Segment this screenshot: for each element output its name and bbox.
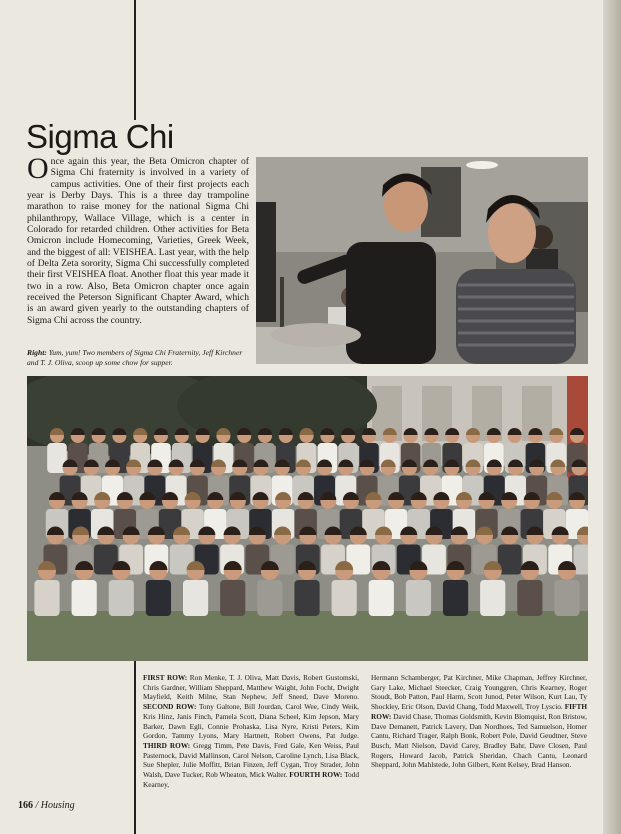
group-member-body xyxy=(406,580,431,616)
roster-heading: SECOND ROW: xyxy=(143,702,197,712)
group-photo xyxy=(27,376,588,661)
page-title: Sigma Chi xyxy=(26,118,174,155)
group-member-body xyxy=(294,580,319,616)
roster-heading: THIRD ROW: xyxy=(143,740,191,750)
caption-text: Yum, yum! Two members of Sigma Chi Fraternity, Jeff Kirchner and T. J. Oliva, scoop up some chow for supper. xyxy=(27,348,243,367)
group-member-body xyxy=(480,580,505,616)
group-member-body xyxy=(109,580,134,616)
roster-heading: FIRST ROW: xyxy=(143,673,188,682)
roster-column-1 xyxy=(143,673,359,789)
group-member-body xyxy=(72,580,97,616)
photo-caption xyxy=(27,348,249,367)
story-text: nce again this year, the Beta Omicron chapter of Sigma Chi fraternity is involved in a variety of campus activities. One of their first projects each year is Derby Days. This is a three day trampoline marathon to raise money for the national Sigma Chi philanthropy, Wallace Village, which is a center in Colorado for retarded children. Other activities for Beta Omicron include Homecoming, Varieties, Greek Week, and the biggest of all: VEISHEA. Last year, with the help of Delta Zeta sorority, Sigma Chi successfully completed their first VEISHEA float. Another float this year made it two in a row. Also, Beta Omicron chapter once again received the Peterson Significant Chapter Award, which is an award given yearly to the outstanding chapters of Sigma Chi across the country. xyxy=(27,156,249,326)
top-rule xyxy=(134,0,136,120)
drop-cap: O xyxy=(27,152,49,185)
group-member-body xyxy=(257,580,282,616)
roster-names: Todd Kearney, xyxy=(143,770,359,789)
group-member-body xyxy=(220,580,245,616)
story-paragraph xyxy=(27,152,249,326)
roster-names: Ron Menke, T. J. Oliva, Matt Davis, Robert Gustomski, Chris Gardner, William Sheppard, Matthew Waight, John Focht, Dwight Mayfield, Keith Milne, Stan Nephew, Jeff Sneed, Dave Moreno. xyxy=(143,673,359,702)
roster-column-2 xyxy=(371,673,587,770)
roster-names: David Chase, Thomas Goldsmith, Kevin Blomquist, Ron Bristow, Dave Demanett, Patrick Lavery, Dan Nordhoes, Ted Samuelson, Homer Cantu, Richard Trager, Ralph Bonk, Robert Pole, David Geudtner, Steve Busch, Matt Nielson, David Carey, Bradley Bahr, Dave Closen, Paul Rogers, Howard Jacob, Patrick Sheridan, Chach Cantu, Leonard Sheppard, John Mahlstede, John Gilbert, Kent Kelsey, Brad Hanson. xyxy=(371,711,587,770)
bottom-rule xyxy=(134,660,136,834)
group-member-body xyxy=(369,580,394,616)
group-member-body xyxy=(443,580,468,616)
roster-heading: FIFTH ROW: xyxy=(371,702,587,721)
page-folio xyxy=(18,800,75,811)
page-number: 166 xyxy=(18,800,33,811)
group-member-body xyxy=(34,580,59,616)
group-member-body xyxy=(517,580,542,616)
dinner-photo xyxy=(256,157,588,364)
roster-names: Gregg Timm, Pete Davis, Fred Gale, Ken Weiss, Paul Pasternock, David Mallinson, Carol Nelson, Caroline Lynch, Lisa Black, Sue Shepler, Julie Moffitt, Brian Finzen, Jeff Cygan, Troy Strader, John Walsh, Dave Tucker, Rob Wheaton, Mick Walter. xyxy=(143,740,360,780)
group-member-body xyxy=(332,580,357,616)
group-member-body xyxy=(146,580,171,616)
roster-heading: FOURTH ROW: xyxy=(289,770,343,780)
roster-names: Tony Galtone, Bill Jourdan, Carol Wee, Cindy Weik, Kris Hinz, Janis Finch, Pamela Scott, Diana Scheel, Kim Jepson, Mary Barker, Dawn Egli, Connie Prohaska, Lisa Nyre, Kristi Peters, Kim Gordon, Tammy Lyons, Mary Hartnett, Robert Owens, Pat Judge. xyxy=(143,702,359,741)
group-member-body xyxy=(554,580,579,616)
page-binding-edge xyxy=(603,0,621,834)
caption-lead: Right: xyxy=(27,348,47,357)
roster-names: Hermann Schamberger, Pat Kirchner, Mike Chapman, Jeffrey Kirchner, Gary Lake, Michael Steecker, Craig Younggren, Chris Kearney, Roger Stoudt, Bob Patton, Paul Harm, Scott Junod, Peter Wilson, Kurt Lau, Ty Shockley, Eric Olson, David Chang, Todd Maxwell, Troy Lyscio. xyxy=(371,673,587,712)
group-member-body xyxy=(183,580,208,616)
section-name: Housing xyxy=(40,800,75,811)
folio-separator: / xyxy=(33,800,41,811)
